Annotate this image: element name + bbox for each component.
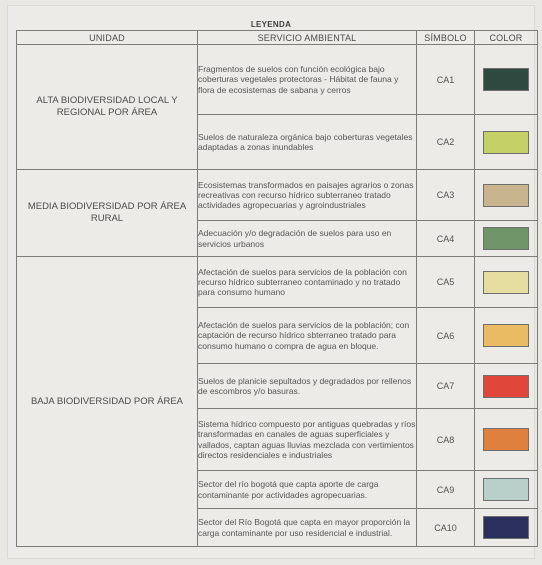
color-cell bbox=[475, 45, 538, 115]
color-swatch bbox=[483, 516, 529, 539]
service-description: Suelos de planicie sepultados y degradados por rellenos de escombros y/o basuras. bbox=[198, 364, 417, 409]
symbol-code: CA7 bbox=[417, 364, 475, 409]
service-description: Ecosistemas transformados en paisajes agrarios o zonas recreativas con recurso hídrico subterraneo tratado actividades agropecuarias y agroindustriales bbox=[198, 170, 417, 221]
color-cell bbox=[475, 308, 538, 364]
color-cell bbox=[475, 221, 538, 257]
color-swatch bbox=[483, 271, 529, 294]
color-cell bbox=[475, 257, 538, 308]
table-row bbox=[17, 257, 538, 308]
header-servicio: SERVICIO AMBIENTAL bbox=[198, 31, 417, 45]
symbol-code: CA6 bbox=[417, 308, 475, 364]
service-description: Fragmentos de suelos con función ecológica bajo coberturas vegetales protectoras - Hábitat de fauna y flora de ecosistemas de sabana y cerros bbox=[198, 45, 417, 115]
header-row bbox=[17, 31, 538, 45]
table-row bbox=[17, 170, 538, 221]
unit-media-biodiversidad: MEDIA BIODIVERSIDAD POR ÁREA RURAL bbox=[17, 170, 198, 257]
color-swatch bbox=[483, 375, 529, 398]
color-swatch bbox=[483, 324, 529, 347]
service-description: Afectación de suelos para servicios de la población; con captación de recurso hídrico sbterraneo tratado para consumo humano o compra de agua en bloque. bbox=[198, 308, 417, 364]
header-simbolo: SÍMBOLO bbox=[417, 31, 475, 45]
symbol-code: CA3 bbox=[417, 170, 475, 221]
service-description: Adecuación y/o degradación de suelos para uso en servicios urbanos bbox=[198, 221, 417, 257]
color-swatch bbox=[483, 478, 529, 501]
legend-title: LEYENDA bbox=[250, 20, 292, 29]
color-swatch bbox=[483, 227, 529, 250]
color-swatch bbox=[483, 68, 529, 91]
symbol-code: CA8 bbox=[417, 409, 475, 471]
color-cell bbox=[475, 471, 538, 509]
legend-table bbox=[16, 30, 538, 547]
service-description: Sector del río bogotá que capta aporte de carga contaminante por actividades agropecuarias. bbox=[198, 471, 417, 509]
service-description: Sector del Río Bogotá que capta en mayor proporción la carga contaminante por uso residencial e industrial. bbox=[198, 509, 417, 547]
symbol-code: CA2 bbox=[417, 115, 475, 170]
symbol-code: CA5 bbox=[417, 257, 475, 308]
header-unidad: UNIDAD bbox=[17, 31, 198, 45]
service-description: Afectación de suelos para servicios de la población con recurso hídrico subterraneo contaminado y no tratado para consumo humano bbox=[198, 257, 417, 308]
header-color: COLOR bbox=[475, 31, 538, 45]
symbol-code: CA1 bbox=[417, 45, 475, 115]
color-swatch bbox=[483, 428, 529, 451]
color-cell bbox=[475, 409, 538, 471]
color-cell bbox=[475, 509, 538, 547]
legend-sheet bbox=[8, 6, 534, 558]
table-row bbox=[17, 45, 538, 115]
service-description: Sistema hídrico compuesto por antiguas quebradas y ríos transformadas en canales de aguas superficiales y vallados, captan aguas lluvias mezclada con vertimientos directos residenciales e industriales bbox=[198, 409, 417, 471]
color-swatch bbox=[483, 184, 529, 207]
symbol-code: CA9 bbox=[417, 471, 475, 509]
service-description: Suelos de naturaleza orgánica bajo coberturas vegetales adaptadas a zonas inundables bbox=[198, 115, 417, 170]
unit-alta-biodiversidad: ALTA BIODIVERSIDAD LOCAL Y REGIONAL POR ÁREA bbox=[17, 45, 198, 170]
symbol-code: CA4 bbox=[417, 221, 475, 257]
color-cell bbox=[475, 115, 538, 170]
color-swatch bbox=[483, 131, 529, 154]
color-cell bbox=[475, 364, 538, 409]
color-cell bbox=[475, 170, 538, 221]
symbol-code: CA10 bbox=[417, 509, 475, 547]
unit-baja-biodiversidad: BAJA BIODIVERSIDAD POR ÁREA bbox=[17, 257, 198, 547]
